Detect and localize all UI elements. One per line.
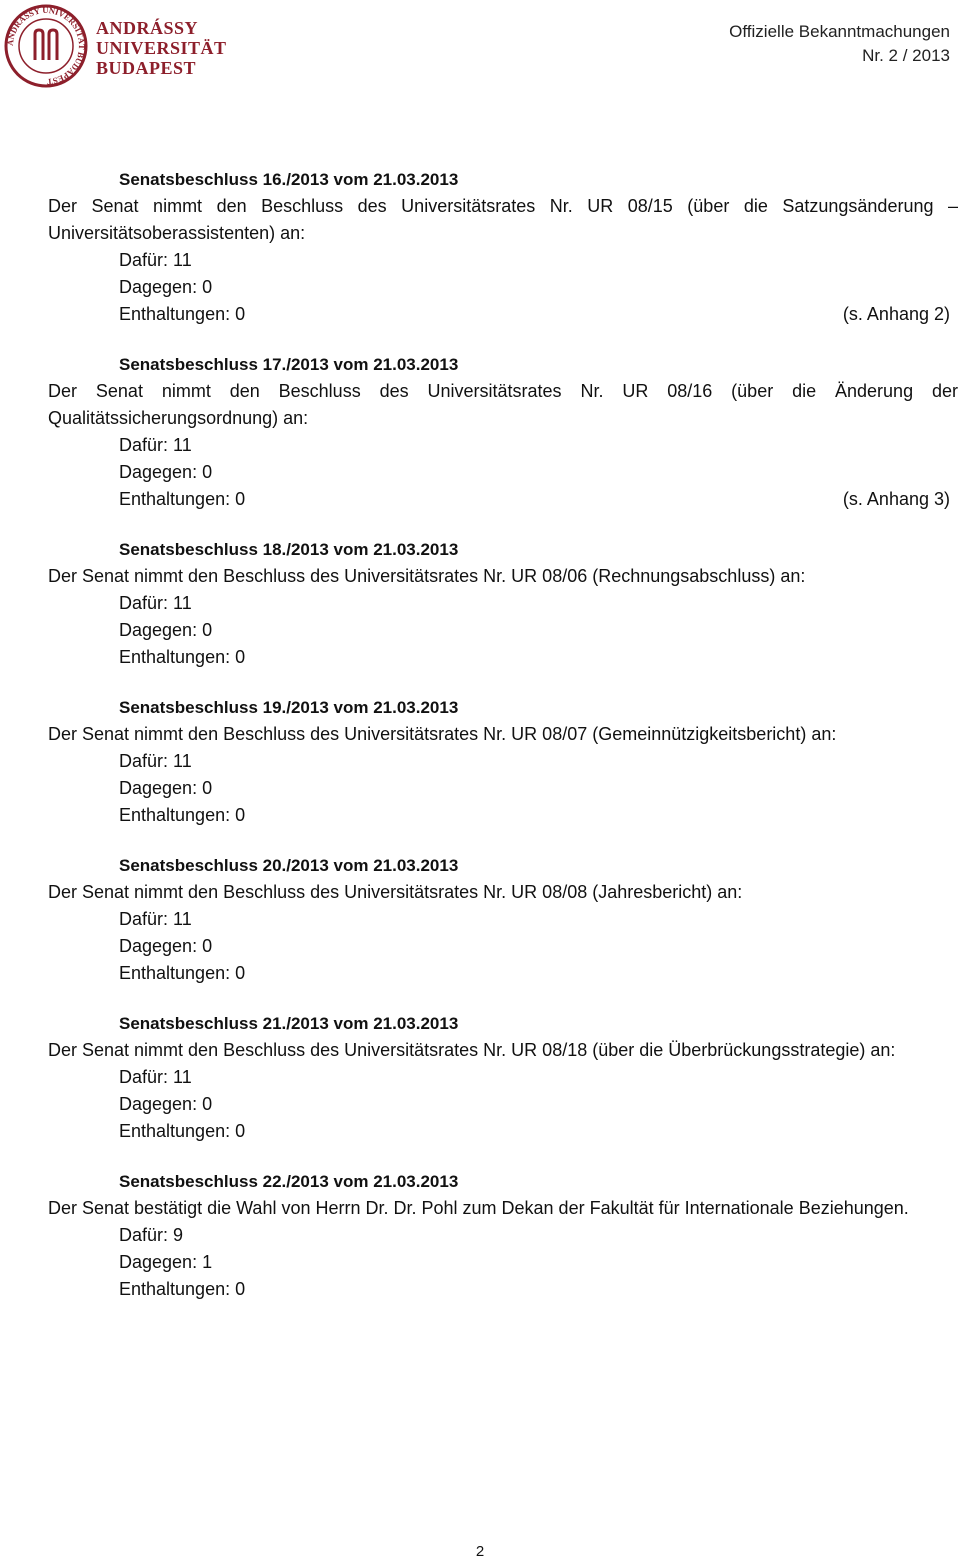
vote-abstentions: Enthaltungen: 0 (119, 963, 246, 983)
page-number: 2 (475, 1543, 485, 1560)
resolution-item (48, 536, 958, 671)
resolutions-list (48, 166, 958, 1326)
resolution-text: Der Senat nimmt den Beschluss des Universitätsrates Nr. UR 08/06 (Rechnungsabschluss) an: (48, 566, 806, 586)
annex-reference: (s. Anhang 2) (842, 304, 950, 324)
vote-abstentions: Enthaltungen: 0 (119, 647, 246, 667)
resolution-text: Der Senat nimmt den Beschluss des Universitätsrates Nr. UR 08/15 (über die Satzungsänderung – Universitätsoberassistenten) an: (48, 196, 958, 243)
resolution-item (48, 852, 958, 987)
resolution-item (48, 1168, 958, 1303)
vote-for: Dafür: 11 (119, 1067, 192, 1087)
resolution-title: Senatsbeschluss 17./2013 vom 21.03.2013 (119, 355, 459, 374)
vote-abstentions-label: Enthaltungen: 0 (119, 489, 246, 509)
vote-against: Dagegen: 0 (119, 277, 213, 297)
vote-for: Dafür: 11 (119, 250, 192, 270)
resolution-title: Senatsbeschluss 19./2013 vom 21.03.2013 (119, 698, 459, 717)
resolution-title: Senatsbeschluss 16./2013 vom 21.03.2013 (119, 170, 459, 189)
vote-against: Dagegen: 0 (119, 936, 213, 956)
vote-for: Dafür: 11 (119, 751, 192, 771)
resolution-text: Der Senat nimmt den Beschluss des Universitätsrates Nr. UR 08/18 (über die Überbrückungsstrategie) an: (48, 1040, 896, 1060)
publication-header (729, 20, 950, 68)
resolution-item (48, 694, 958, 829)
vote-abstentions: Enthaltungen: 0 (119, 805, 246, 825)
vote-against: Dagegen: 1 (119, 1252, 213, 1272)
logo-line-1: ANDRÁSSY (96, 18, 199, 38)
resolution-title: Senatsbeschluss 20./2013 vom 21.03.2013 (119, 856, 459, 875)
logo-line-2: UNIVERSITÄT (96, 38, 227, 58)
resolution-item (48, 351, 958, 513)
vote-against: Dagegen: 0 (119, 1094, 213, 1114)
resolution-text: Der Senat nimmt den Beschluss des Universitätsrates Nr. UR 08/08 (Jahresbericht) an: (48, 882, 743, 902)
resolution-text: Der Senat bestätigt die Wahl von Herrn Dr. Dr. Pohl zum Dekan der Fakultät für Internationale Beziehungen. (48, 1198, 909, 1218)
resolution-text: Der Senat nimmt den Beschluss des Universitätsrates Nr. UR 08/16 (über die Änderung der Qualitätssicherungsordnung) an: (48, 381, 958, 428)
resolution-item (48, 166, 958, 328)
issue-number: Nr. 2 / 2013 (862, 46, 950, 65)
resolution-text: Der Senat nimmt den Beschluss des Universitätsrates Nr. UR 08/07 (Gemeinnützigkeitsbericht) an: (48, 724, 837, 744)
publication-title: Offizielle Bekanntmachungen (729, 22, 950, 41)
vote-abstentions: Enthaltungen: 0 (119, 1121, 246, 1141)
vote-against: Dagegen: 0 (119, 620, 213, 640)
vote-abstentions (119, 486, 958, 513)
annex-reference: (s. Anhang 3) (842, 489, 950, 509)
logo-wordmark (96, 18, 227, 78)
vote-for: Dafür: 11 (119, 909, 192, 929)
vote-abstentions: Enthaltungen: 0 (119, 1279, 246, 1299)
vote-against: Dagegen: 0 (119, 778, 213, 798)
vote-for: Dafür: 9 (119, 1225, 184, 1245)
vote-abstentions-label: Enthaltungen: 0 (119, 304, 246, 324)
vote-for: Dafür: 11 (119, 435, 192, 455)
vote-against: Dagegen: 0 (119, 462, 213, 482)
resolution-item (48, 1010, 958, 1145)
university-seal-icon (4, 4, 88, 88)
logo-line-3: BUDAPEST (96, 58, 197, 78)
resolution-title: Senatsbeschluss 21./2013 vom 21.03.2013 (119, 1014, 459, 1033)
university-logo (4, 4, 234, 88)
vote-for: Dafür: 11 (119, 593, 192, 613)
vote-abstentions (119, 301, 958, 328)
resolution-title: Senatsbeschluss 18./2013 vom 21.03.2013 (119, 540, 459, 559)
resolution-title: Senatsbeschluss 22./2013 vom 21.03.2013 (119, 1172, 459, 1191)
svg-text:ANDRÁSSY UNIVERSITÄT BUDAPEST: ANDRÁSSY UNIVERSITÄT BUDAPEST (4, 4, 88, 88)
